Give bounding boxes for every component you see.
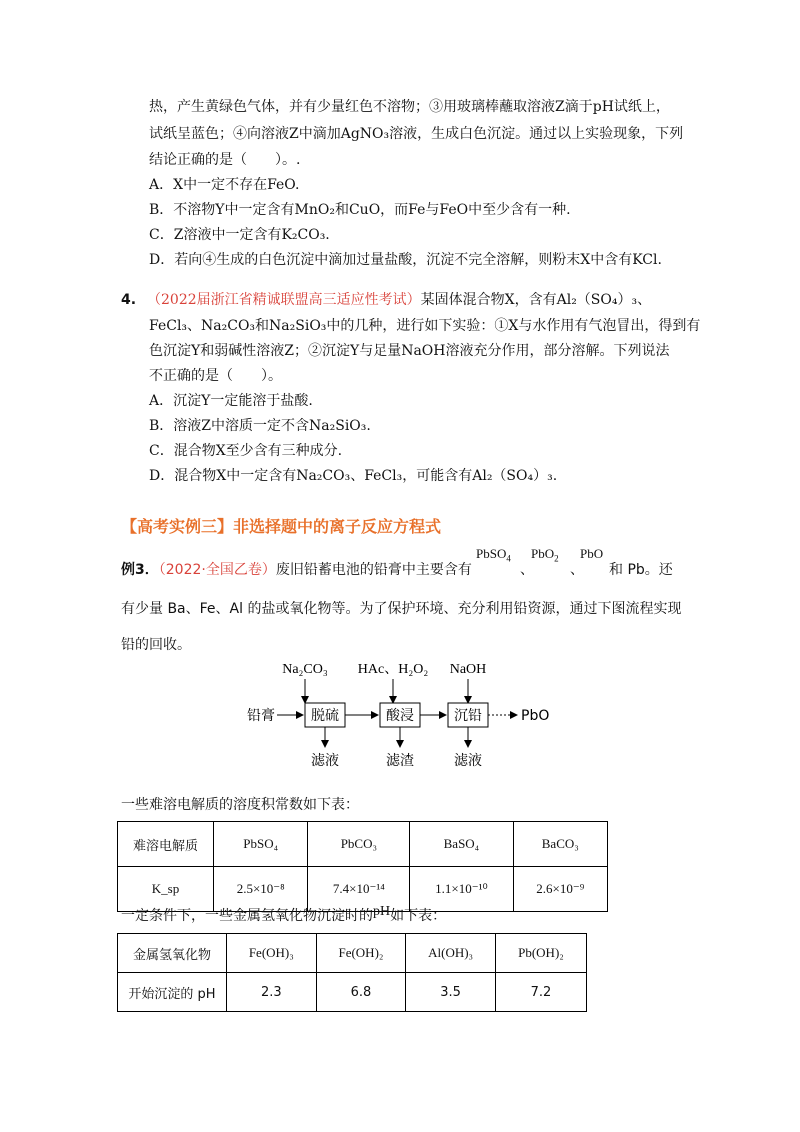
ph-header-label: 金属氢氧化物 — [118, 934, 227, 973]
example-line-3: 铅的回收。 — [121, 637, 191, 653]
ph-intro-a: 一定条件下，一些金属氢氧化物沉淀时的 — [121, 908, 373, 924]
q3-option-b: B．不溶物Y中一定含有MnO₂和CuO，而Fe与FeO中至少含有一种. — [149, 202, 571, 218]
table-row — [118, 867, 608, 912]
ksp-value: 7.4×10⁻¹⁴ — [308, 867, 410, 912]
flow-start: 铅膏 — [247, 708, 275, 724]
ph-compound: Al(OH)₃ — [406, 934, 496, 973]
example-first-line — [121, 559, 472, 579]
output-filtrate-2: 滤液 — [454, 753, 482, 769]
section-title: 【高考实例三】非选择题中的离子反应方程式 — [121, 517, 442, 536]
q3-line-2: 试纸呈蓝色；④向溶液Z中滴加AgNO₃溶液，生成白色沉淀。通过以上实验现象，下列 — [149, 126, 684, 142]
q4-line1-rest: 某固体混合物X，含有Al₂（SO₄）₃、 — [420, 292, 652, 308]
ph-value: 6.8 — [316, 973, 406, 1012]
ksp-intro: 一些难溶电解质的溶度积常数如下表： — [121, 797, 359, 813]
ph-intro-b: 如下表： — [390, 908, 447, 924]
example-text1: 废旧铅蓄电池的铅膏中主要含有 — [275, 562, 472, 578]
ksp-value: 2.6×10⁻⁹ — [513, 867, 607, 912]
ph-value: 2.3 — [227, 973, 317, 1012]
q4-option-a: A．沉淀Y一定能溶于盐酸. — [149, 393, 313, 409]
ph-value: 3.5 — [406, 973, 496, 1012]
ksp-row-label: K_sp — [118, 867, 214, 912]
q4-option-d: D．混合物X中一定含有Na₂CO₃、FeCl₃，可能含有Al₂（SO₄）₃. — [149, 468, 558, 484]
step-label-precipitate: 沉铅 — [454, 708, 482, 724]
q3-line-3: 结论正确的是（ ）。. — [149, 152, 301, 168]
q4-option-b: B．溶液Z中溶质一定不含Na₂SiO₃. — [149, 418, 371, 434]
ph-row-label: 开始沉淀的 pH — [118, 973, 227, 1012]
reagent-hac-h2o2: HAc、H₂O₂ — [357, 662, 429, 677]
q4-line-3: 色沉淀Y和弱碱性溶液Z；②沉淀Y与足量NaOH溶液充分作用，部分溶解。下列说法 — [149, 343, 670, 359]
formula-pbo2: PbO$_2$ — [531, 546, 559, 564]
ksp-compound: PbCO₃ — [308, 822, 410, 867]
separator-2: 、 — [570, 562, 584, 578]
q4-line-2: FeCl₃、Na₂CO₃和Na₂SiO₃中的几种，进行如下实验：①X与水作用有气泡冒出，得到有 — [149, 318, 701, 334]
output-filtrate-1: 滤液 — [311, 753, 339, 769]
ksp-value: 2.5×10⁻⁸ — [214, 867, 308, 912]
q3-line-1: 热，产生黄绿色气体，并有少量红色不溶物；③用玻璃棒蘸取溶液Z滴于pH试纸上， — [149, 99, 670, 115]
ph-compound: Fe(OH)₃ — [227, 934, 317, 973]
flow-diagram — [245, 655, 575, 775]
ph-table — [117, 933, 587, 1012]
ksp-value: 1.1×10⁻¹⁰ — [410, 867, 513, 912]
separator-1: 、 — [520, 562, 534, 578]
table-row — [118, 934, 587, 973]
q4-line-4: 不正确的是（ ）。 — [149, 368, 282, 384]
q4-first-line — [147, 290, 651, 310]
q4-option-c: C．混合物X至少含有三种成分. — [149, 443, 343, 459]
ph-value: 7.2 — [495, 973, 586, 1012]
output-residue: 滤渣 — [386, 753, 414, 769]
formula-pbso4: PbSO$_4$ — [476, 546, 511, 564]
example-source: （2022·全国乙卷） — [158, 562, 276, 578]
step-label-desulfurize: 脱硫 — [311, 708, 339, 724]
example-line-2: 有少量 Ba、Fe、Al 的盐或氧化物等。为了保护环境、充分利用铅资源，通过下图流程实现 — [121, 601, 682, 617]
q4-number: 4. — [121, 292, 137, 308]
table-row — [118, 973, 587, 1012]
ph-compound: Fe(OH)₂ — [316, 934, 406, 973]
example-label: 例3． — [121, 562, 159, 578]
ph-compound: Pb(OH)₂ — [495, 934, 586, 973]
ksp-table — [117, 821, 608, 912]
q3-option-a: A．X中一定不存在FeO. — [149, 177, 300, 193]
ksp-header-label: 难溶电解质 — [118, 822, 214, 867]
ksp-compound: BaCO₃ — [513, 822, 607, 867]
q4-source: （2022届浙江省精诚联盟高三适应性考试） — [147, 292, 421, 308]
flow-product: PbO — [521, 708, 550, 724]
table-row — [118, 822, 608, 867]
ph-intro-ph: pH — [373, 904, 391, 919]
step-label-acid-leach: 酸浸 — [386, 708, 414, 724]
q3-option-c: C．Z溶液中一定含有K₂CO₃. — [149, 227, 330, 243]
ksp-compound: BaSO₄ — [410, 822, 513, 867]
ksp-compound: PbSO₄ — [214, 822, 308, 867]
reagent-naoh: NaOH — [449, 662, 487, 677]
reagent-na2co3: Na₂CO₃ — [282, 662, 328, 677]
q3-option-d: D．若向④生成的白色沉淀中滴加过量盐酸，沉淀不完全溶解，则粉末X中含有KCl. — [149, 252, 662, 268]
example-text2: 和 Pb。还 — [609, 562, 673, 578]
formula-pbo: PbO — [580, 546, 604, 561]
ph-intro — [121, 906, 446, 927]
